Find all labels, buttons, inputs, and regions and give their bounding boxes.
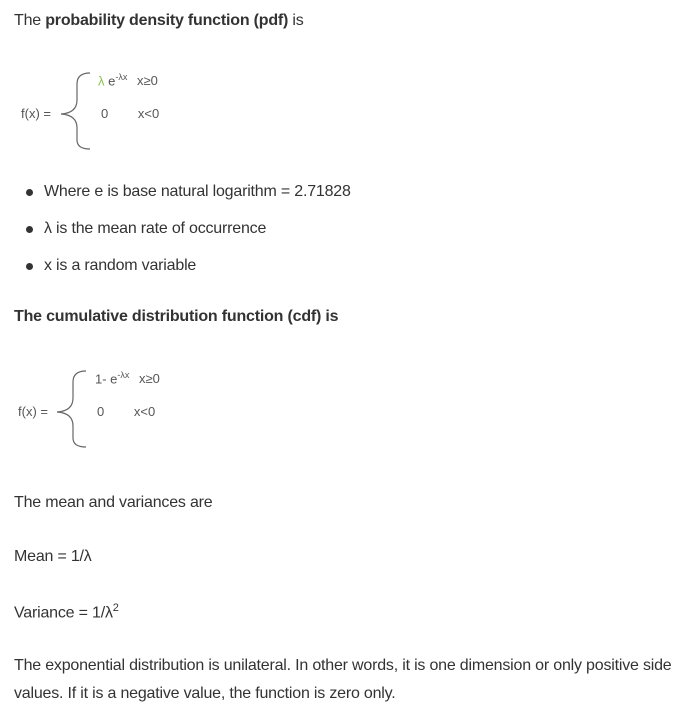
cdf-case1: 1- $e^{-\lambda x}$ x≥0 [95, 370, 160, 387]
mean-line: Mean = 1/λ [14, 548, 92, 565]
bullet-dot [26, 189, 33, 196]
pdf-heading: The probability density function (pdf) is [14, 12, 304, 29]
pdf-case2: 0 x<0 [101, 106, 160, 121]
pdf-lhs: f(x) = [21, 106, 51, 121]
lambda-symbol: λ [98, 73, 105, 89]
list-item: Where e is base natural logarithm = 2.71828 [22, 175, 351, 212]
list-item: λ is the mean rate of occurrence [22, 212, 351, 249]
pdf-heading-bold: probability density function (pdf) [45, 12, 289, 29]
bullet-dot [26, 263, 33, 270]
pdf-brace [56, 68, 96, 152]
cdf-heading: The cumulative distribution function (cdf) is [14, 308, 339, 325]
bullet-list [22, 175, 351, 286]
mean-var-intro: The mean and variances are [14, 494, 213, 511]
bullet-dot [26, 226, 33, 233]
pdf-case1: λ $e^{-\lambda x}$ x≥0 [98, 72, 158, 89]
closing-paragraph: The exponential distribution is unilateral. In other words, it is one dimension or only positive side values. If it is a negative value, the function is zero only. [14, 657, 672, 702]
variance-line: Variance = $1/\lambda^2$ [14, 602, 119, 622]
cdf-case2: 0 x<0 [97, 404, 156, 419]
cdf-lhs: f(x) = [18, 404, 48, 419]
cdf-brace [52, 366, 92, 450]
list-item: x is a random variable [22, 249, 351, 286]
